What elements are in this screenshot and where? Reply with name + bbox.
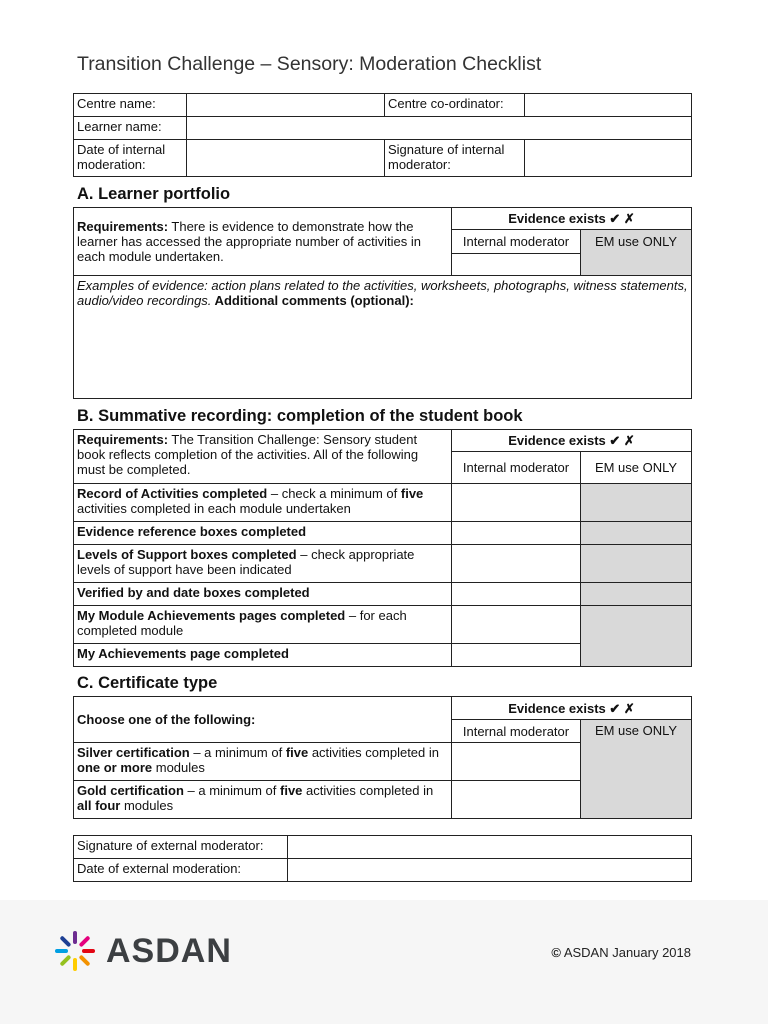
asdan-star-icon — [52, 928, 98, 974]
section-b-table — [73, 429, 692, 667]
row-bold-text: Record of Activities completed — [77, 486, 268, 501]
centre-name-label: Centre name: — [74, 94, 187, 117]
silver-internal-check-field[interactable] — [452, 743, 581, 781]
section-a-evidence-exists — [452, 208, 692, 230]
gold-certification-row — [74, 781, 452, 819]
row-bold-text: five — [280, 783, 303, 798]
silver-certification-row — [74, 743, 452, 781]
logo-text: ASDAN — [106, 931, 232, 970]
copyright-text: ASDAN January 2018 — [560, 945, 691, 960]
internal-check-field[interactable] — [452, 606, 581, 644]
em-use-only-label: EM use ONLY — [594, 723, 678, 738]
row-bold-text: all four — [77, 798, 121, 813]
header-table — [73, 93, 692, 177]
row-bold-text: Evidence reference boxes completed — [77, 524, 307, 539]
date-external-label: Date of external moderation: — [74, 859, 288, 882]
gold-internal-check-field[interactable] — [452, 781, 581, 819]
table-row — [74, 484, 452, 522]
learner-name-field[interactable] — [187, 117, 692, 140]
centre-name-field[interactable] — [187, 94, 385, 117]
row-text: activities completed in — [302, 783, 434, 798]
row-text: – check a minimum of — [267, 486, 401, 501]
section-a-internal-check-field[interactable] — [452, 254, 581, 276]
row-text: – for each completed module — [77, 608, 407, 638]
em-check-field — [581, 522, 692, 545]
em-check-field — [581, 583, 692, 606]
section-b-internal-moderator: Internal moderator — [452, 452, 581, 484]
evidence-exists-label: Evidence exists ✔ ✗ — [508, 211, 635, 226]
row-text: modules — [152, 760, 205, 775]
em-check-field — [581, 606, 692, 667]
internal-check-field[interactable] — [452, 644, 581, 667]
em-check-field — [581, 484, 692, 522]
row-bold-text: My Achievements page completed — [77, 646, 289, 661]
row-bold-text: Levels of Support boxes completed — [77, 547, 297, 562]
section-a-em-use-only — [581, 230, 692, 276]
internal-check-field[interactable] — [452, 522, 581, 545]
section-a-comments-field[interactable] — [74, 276, 692, 399]
evidence-exists-label: Evidence exists ✔ ✗ — [508, 700, 635, 716]
section-a-req-text: There is evidence to demonstrate how the learner has accessed the appropriate number of activities in each module undertaken. — [77, 219, 421, 264]
row-text: – a minimum of — [189, 745, 286, 760]
em-check-field — [581, 545, 692, 583]
row-text: activities completed in — [308, 745, 439, 760]
table-row — [74, 606, 452, 644]
learner-name-label: Learner name: — [74, 117, 187, 140]
signature-internal-label: Signature of internal moderator: — [385, 140, 525, 177]
section-a-req-label: Requirements: — [77, 219, 169, 234]
date-external-field[interactable] — [288, 859, 692, 882]
section-b-req-text: The Transition Challenge: Sensory student book reflects completion of the activities. All of the following must be completed. — [77, 432, 419, 477]
section-c-choose — [74, 697, 452, 743]
row-bold-text: Silver certification — [77, 745, 190, 760]
date-internal-field[interactable] — [187, 140, 385, 177]
evidence-exists-label: Evidence exists ✔ ✗ — [508, 433, 635, 448]
section-c-table — [73, 696, 692, 819]
copyright-symbol: © — [551, 945, 561, 960]
section-c-internal-moderator: Internal moderator — [452, 720, 581, 743]
row-bold-text: five — [285, 745, 309, 760]
choose-label: Choose one of the following: — [77, 712, 256, 727]
section-a-table — [73, 207, 692, 399]
centre-coordinator-label: Centre co-ordinator: — [385, 94, 525, 117]
row-bold-text: Verified by and date boxes completed — [77, 585, 310, 600]
section-c-heading: C. Certificate type — [77, 674, 218, 692]
row-text: activities completed in each module undertaken — [77, 501, 351, 516]
row-text: modules — [120, 798, 174, 813]
section-b-heading: B. Summative recording: completion of the student book — [77, 407, 523, 425]
asdan-logo — [52, 928, 232, 974]
internal-check-field[interactable] — [452, 545, 581, 583]
row-bold-text: one or more — [77, 760, 153, 775]
examples-text: Examples of evidence: action plans related to the activities, worksheets, photographs, witness statements, audio/video recordings. — [77, 278, 688, 308]
internal-check-field[interactable] — [452, 484, 581, 522]
section-a-heading: A. Learner portfolio — [77, 185, 231, 203]
signature-external-field[interactable] — [288, 836, 692, 859]
copyright — [551, 945, 691, 960]
row-bold-text: My Module Achievements pages completed — [77, 608, 346, 623]
section-a-internal-moderator: Internal moderator — [452, 230, 581, 254]
table-row — [74, 522, 452, 545]
date-internal-label: Date of internal moderation: — [74, 140, 187, 177]
internal-check-field[interactable] — [452, 583, 581, 606]
table-row — [74, 644, 452, 667]
section-c-evidence-exists — [452, 697, 692, 720]
table-row — [74, 545, 452, 583]
row-bold-text: five — [400, 486, 424, 501]
row-bold-text: Gold certification — [77, 783, 184, 798]
table-row — [74, 583, 452, 606]
additional-comments-label: Additional comments (optional): — [211, 293, 414, 308]
section-b-requirements — [74, 430, 452, 484]
section-b-em-use-only: EM use ONLY — [581, 452, 692, 484]
signature-internal-field[interactable] — [525, 140, 692, 177]
em-use-only-label: EM use ONLY — [594, 234, 678, 249]
row-text: – a minimum of — [183, 783, 280, 798]
document-title: Transition Challenge – Sensory: Moderation Checklist — [77, 53, 542, 75]
section-c-em-use-only — [581, 720, 692, 819]
external-moderation-table — [73, 835, 692, 882]
row-text: – check appropriate levels of support have been indicated — [77, 547, 415, 577]
section-b-req-label: Requirements: — [77, 432, 169, 447]
signature-external-label: Signature of external moderator: — [74, 836, 288, 859]
section-b-evidence-exists — [452, 430, 692, 452]
section-a-requirements — [74, 208, 452, 276]
centre-coordinator-field[interactable] — [525, 94, 692, 117]
